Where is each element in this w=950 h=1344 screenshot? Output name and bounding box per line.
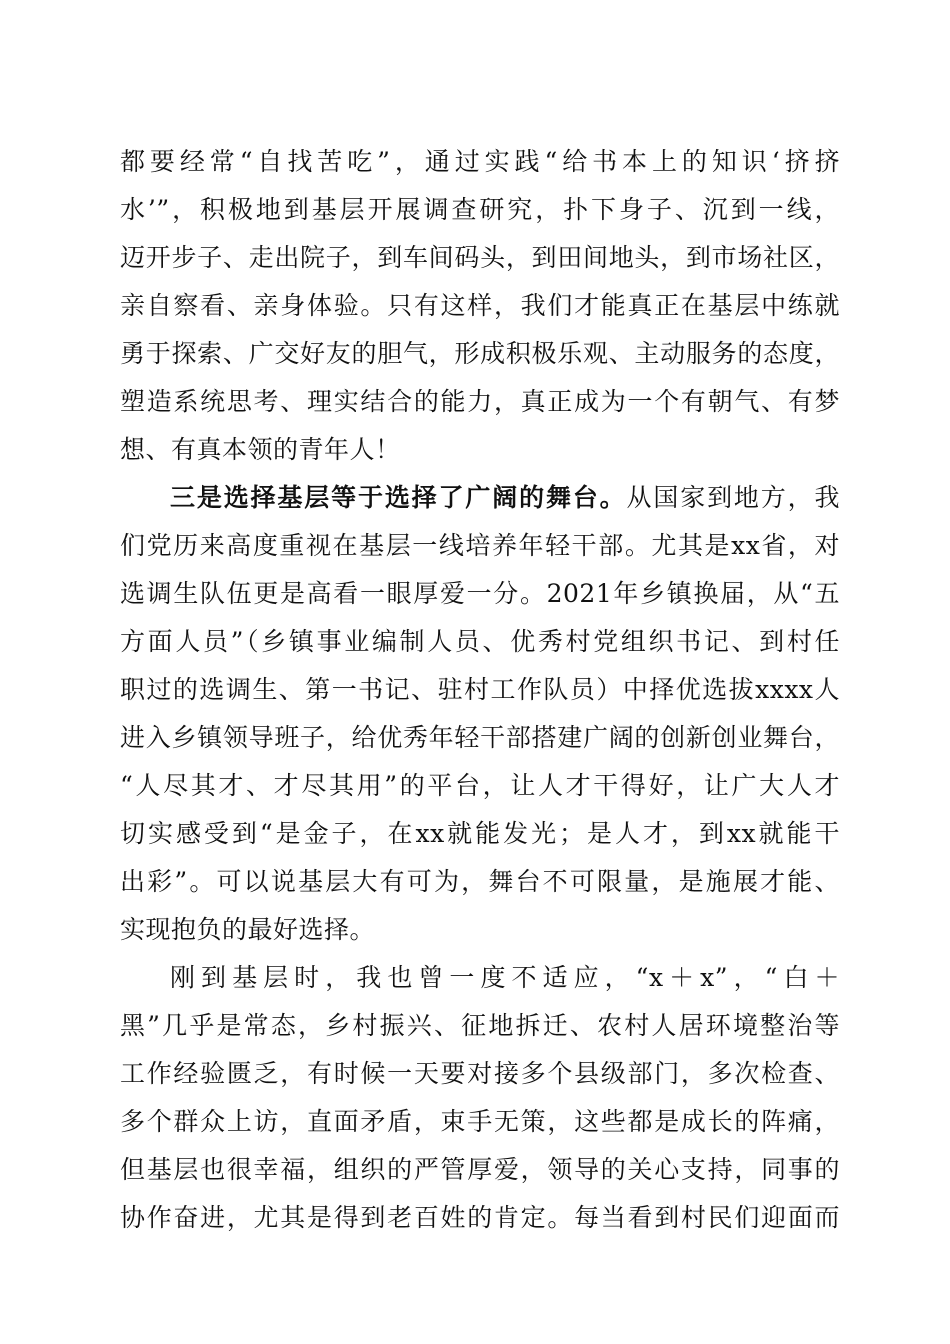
paragraph-2 [120,474,840,954]
text-line: 方面人员”（乡镇事业编制人员、优秀村党组织书记、到村任 [120,627,840,656]
text-line: 进入乡镇领导班子，给优秀年轻干部搭建广阔的创新创业舞台， [120,723,840,752]
paragraph-1 [120,138,840,474]
text-line: 亲自察看、亲身体验。只有这样，我们才能真正在基层中练就 [120,291,840,320]
text-line: 勇于探索、广交好友的胆气，形成积极乐观、主动服务的态度， [120,339,840,368]
text-line: 想、有真本领的青年人！ [120,435,401,464]
text-line: 都要经常“自找苦吃”，通过实践“给书本上的知识‘挤挤 [120,147,840,176]
text-line: 迈开步子、走出院子，到车间码头，到田间地头，到市场社区， [120,243,840,272]
text-line: 出彩”。可以说基层大有可为，舞台不可限量，是施展才能、 [120,867,840,896]
text-line: 但基层也很幸福，组织的严管厚爱，领导的关心支持，同事的 [120,1155,840,1184]
paragraph-3 [120,954,840,1242]
text-line: 职过的选调生、第一书记、驻村工作队员）中择优选拔xxxx人 [120,675,840,704]
text-line: 实现抱负的最好选择。 [120,915,376,944]
text-line: 黑”几乎是常态，乡村振兴、征地拆迁、农村人居环境整治等 [120,1011,840,1040]
body-text [120,138,840,1242]
text-line: 工作经验匮乏，有时候一天要对接多个县级部门，多次检查、 [120,1059,840,1088]
text-line: 协作奋进，尤其是得到老百姓的肯定。每当看到村民们迎面而 [120,1203,840,1232]
paragraph-heading: 三是选择基层等于选择了广阔的舞台。 [170,483,627,512]
text-line: 们党历来高度重视在基层一线培养年轻干部。尤其是xx省，对 [120,531,840,560]
heading-line-rest: 从国家到地方，我 [626,483,840,512]
text-line: 切实感受到“是金子，在xx就能发光；是人才，到xx就能干 [120,819,840,848]
text-line: 水’”，积极地到基层开展调查研究，扑下身子、沉到一线， [120,195,840,224]
text-line: 多个群众上访，直面矛盾，束手无策，这些都是成长的阵痛， [120,1107,840,1136]
text-line: “人尽其才、才尽其用”的平台，让人才干得好，让广大人才 [120,771,840,800]
text-line-first: 刚到基层时，我也曾一度不适应，“x＋x”，“白＋ [170,963,840,992]
text-line: 塑造系统思考、理实结合的能力，真正成为一个有朝气、有梦 [120,387,840,416]
text-line-first [120,474,840,522]
text-line: 选调生队伍更是高看一眼厚爱一分。2021年乡镇换届，从“五 [120,579,840,608]
